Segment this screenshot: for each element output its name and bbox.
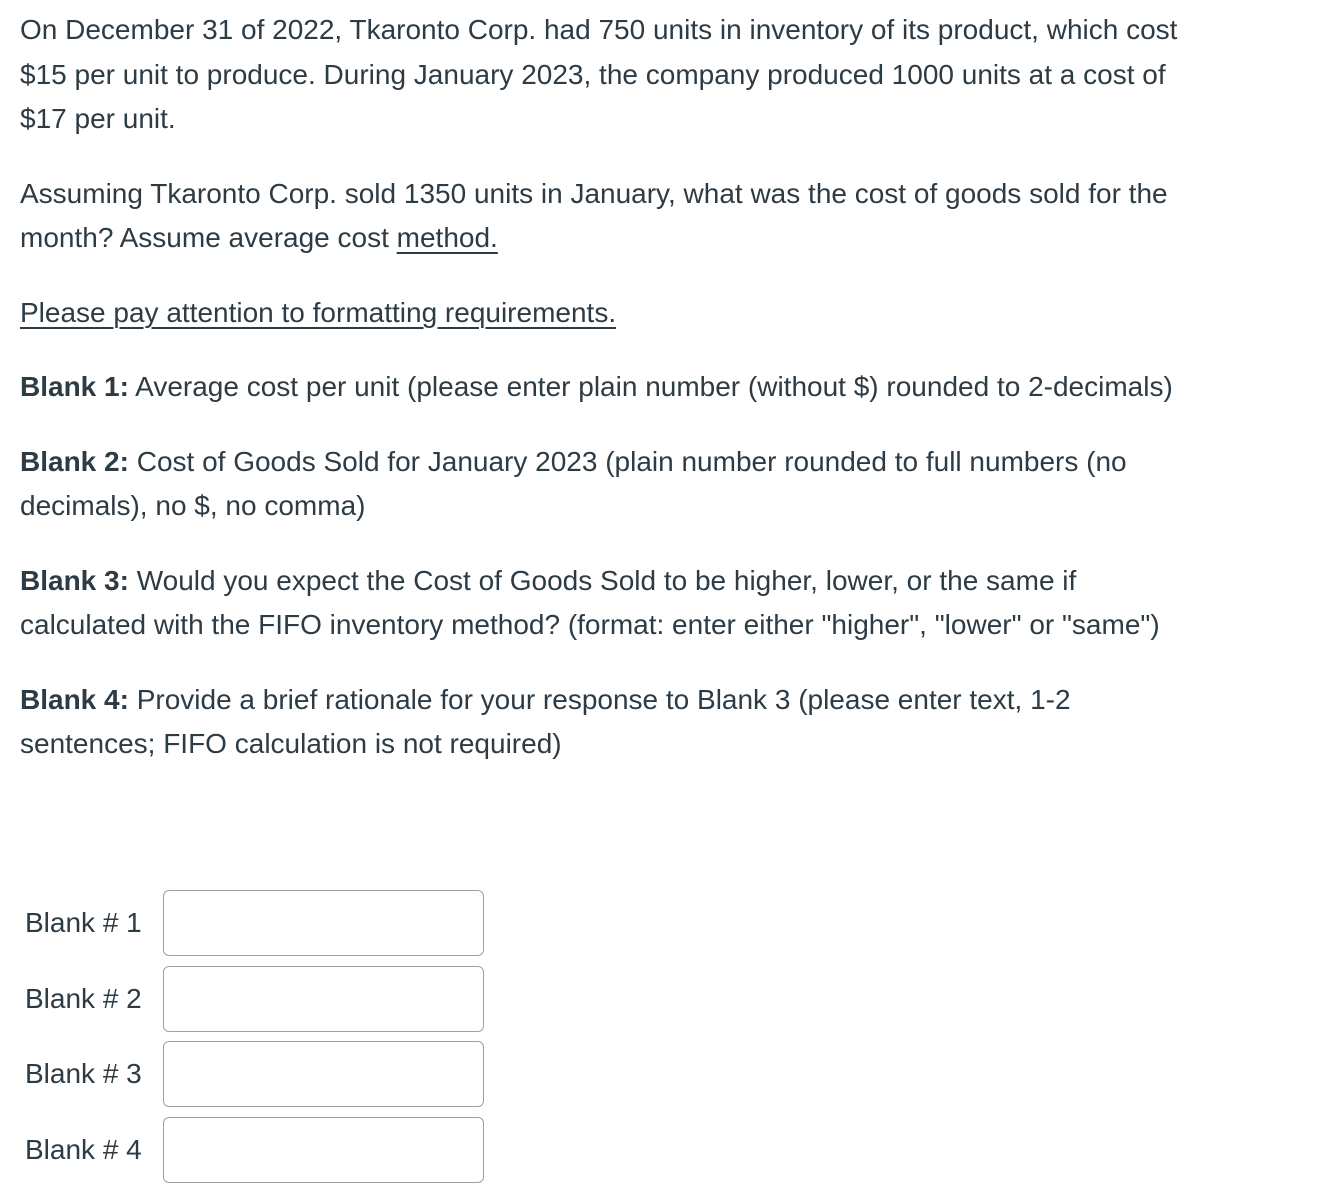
blank-3-description: Would you expect the Cost of Goods Sold to be higher, lower, or the same if calculated with the FIFO inventory method? (format: enter either "higher", "lower" or "same") [20,564,1160,640]
blank-4-instruction [20,678,1190,767]
blank-2-title: Blank 2: [20,445,129,477]
question-text [20,8,1190,767]
blank-3-input[interactable] [163,1041,484,1107]
answer-row-1 [25,890,484,956]
blank-4-description: Provide a brief rationale for your response to Blank 3 (please enter text, 1-2 sentences; FIFO calculation is not required) [20,683,1071,759]
formatting-note-text: Please pay attention to formatting requirements. [20,296,617,328]
blank-1-title: Blank 1: [20,371,129,402]
answer-label-3: Blank # 3 [25,1058,142,1089]
blank-1-description: Average cost per unit (please enter plain number (without $) rounded to 2-decimals) [128,371,1173,402]
answer-label-2: Blank # 2 [25,983,142,1014]
blank-2-instruction [20,440,1190,529]
blank-3-instruction [20,559,1190,648]
answer-row-4 [25,1117,484,1183]
answer-row-2 [25,966,484,1032]
answer-label-1: Blank # 1 [25,907,142,938]
blank-2-input[interactable] [163,966,484,1032]
blank-4-title: Blank 4: [20,683,129,715]
blank-1-input[interactable] [163,890,484,956]
formatting-note [20,291,1190,336]
blank-4-input[interactable] [163,1117,484,1183]
blank-2-description: Cost of Goods Sold for January 2023 (plain number rounded to full numbers (no decimals), no $, no comma) [20,445,1127,521]
question-intro: On December 31 of 2022, Tkaronto Corp. had 750 units in inventory of its product, which cost $15 per unit to produce. During January 2023, the company produced 1000 units at a cost of $17 per unit. [20,14,1178,134]
question-ask [20,172,1190,261]
answer-label-4: Blank # 4 [25,1134,142,1165]
question-ask-text: Assuming Tkaronto Corp. sold 1350 units in January, what was the cost of goods sold for the month? Assume average cost [20,177,1168,253]
blank-1-instruction [20,365,1190,410]
answer-row-3 [25,1041,484,1107]
blank-3-title: Blank 3: [20,564,129,596]
question-ask-underlined: method. [396,222,498,253]
